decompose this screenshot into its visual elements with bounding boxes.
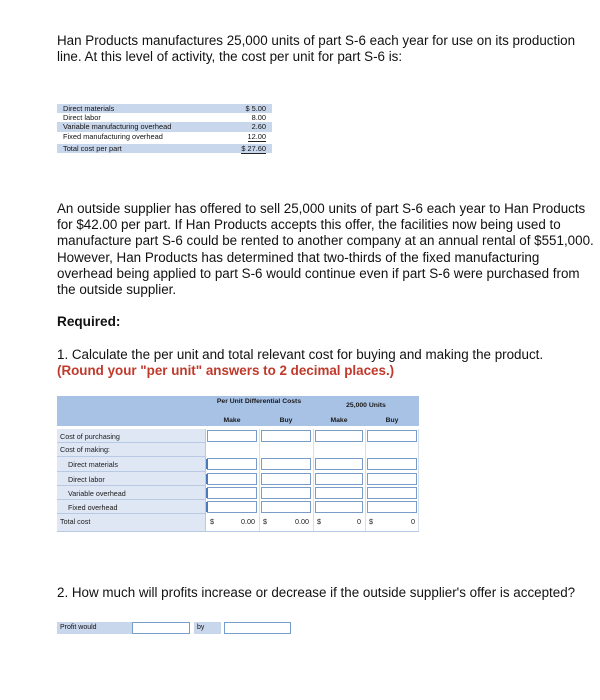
purchasing-buy-per-unit-input[interactable] — [261, 430, 311, 442]
cost-row-variable-overhead — [57, 122, 272, 131]
row-label-direct-materials: Direct materials — [68, 460, 118, 469]
cost-total-label: Total cost per part — [63, 143, 122, 153]
dm-buy-total-input[interactable] — [367, 458, 417, 470]
row-label-making: Cost of making: — [60, 445, 110, 454]
question-1-note: (Round your "per unit" answers to 2 decimal places.) — [57, 363, 395, 379]
profit-amount-input[interactable] — [224, 622, 291, 634]
input-marker — [206, 474, 208, 484]
row-label-variable-overhead: Variable overhead — [68, 489, 126, 498]
dl-buy-per-unit-input[interactable] — [261, 473, 311, 485]
total-buy-per-unit: 0.00 — [295, 517, 309, 526]
vo-make-total-input[interactable] — [315, 487, 363, 499]
cost-row-value: 12.00 — [247, 131, 266, 141]
total-currency: $ — [317, 517, 321, 526]
vo-buy-per-unit-input[interactable] — [261, 487, 311, 499]
row-label-purchasing: Cost of purchasing — [60, 432, 120, 441]
differential-cost-table — [57, 396, 419, 531]
cost-row-label: Direct materials — [63, 104, 115, 113]
cost-total-value: $ 27.60 — [241, 143, 266, 153]
row-label-direct-labor: Direct labor — [68, 475, 105, 484]
row-label-fixed-overhead: Fixed overhead — [68, 503, 118, 512]
question-1-text: 1. Calculate the per unit and total relevant cost for buying and making the product. — [57, 347, 544, 362]
cost-row-value: 8.00 — [251, 113, 266, 123]
profit-direction-select[interactable] — [132, 622, 190, 634]
fo-make-per-unit-input[interactable] — [207, 501, 257, 513]
dl-make-total-input[interactable] — [315, 473, 363, 485]
fo-buy-total-input[interactable] — [367, 501, 417, 513]
profit-would-label: Profit would — [57, 622, 132, 634]
total-currency: $ — [263, 517, 267, 526]
purchasing-make-per-unit-input[interactable] — [207, 430, 257, 442]
header-per-unit: Per Unit Differential Costs — [216, 398, 302, 405]
purchasing-make-total-input[interactable] — [315, 430, 363, 442]
header-units: 25,000 Units — [346, 402, 386, 409]
dm-make-per-unit-input[interactable] — [207, 458, 257, 470]
purchasing-buy-total-input[interactable] — [367, 430, 417, 442]
total-make: 0 — [357, 517, 361, 526]
vo-make-per-unit-input[interactable] — [207, 487, 257, 499]
by-label: by — [194, 622, 221, 634]
dl-buy-total-input[interactable] — [367, 473, 417, 485]
vo-buy-total-input[interactable] — [367, 487, 417, 499]
cost-row-fixed-overhead — [57, 132, 272, 141]
fo-buy-per-unit-input[interactable] — [261, 501, 311, 513]
cost-row-label: Direct labor — [63, 113, 101, 123]
total-buy: 0 — [411, 517, 415, 526]
cost-row-value: $ 5.00 — [245, 104, 266, 113]
header-make: Make — [223, 417, 241, 424]
cost-row-total — [57, 144, 272, 153]
row-label-total: Total cost — [60, 517, 91, 526]
total-make-per-unit: 0.00 — [241, 517, 255, 526]
total-currency: $ — [210, 517, 214, 526]
input-marker — [206, 502, 208, 512]
question-2: 2. How much will profits increase or decrease if the outside supplier's offer is accepted? — [57, 585, 576, 600]
total-currency: $ — [369, 517, 373, 526]
intro-paragraph: Han Products manufactures 25,000 units of part S-6 each year for use on its production line. At this level of activity, the cost per unit for part S-6 is: — [57, 33, 576, 65]
offer-paragraph: An outside supplier has offered to sell 25,000 units of part S-6 each year to Han Products for $42.00 per part. If Han Products accepts this offer, the facilities now being used to manufacture part S-6 could be rented to another company at an annual rental of $551,000. However, Han Products has determined that two-thirds of the fixed manufacturing overhead being applied to part S-6 would continue even if part S-6 were purchased from the outside supplier. — [57, 201, 594, 298]
input-marker — [206, 459, 208, 469]
dl-make-per-unit-input[interactable] — [207, 473, 257, 485]
cost-row-value: 2.60 — [251, 122, 266, 132]
required-heading: Required: — [57, 314, 121, 329]
cost-row-label: Fixed manufacturing overhead — [63, 131, 163, 141]
header-make-total: Make — [330, 417, 348, 424]
cost-row-label: Variable manufacturing overhead — [63, 122, 172, 132]
dm-make-total-input[interactable] — [315, 458, 363, 470]
question-1 — [57, 347, 597, 379]
cost-row-direct-labor — [57, 113, 272, 122]
cost-row-direct-materials — [57, 104, 272, 113]
header-buy-total: Buy — [385, 417, 399, 424]
input-marker — [206, 488, 208, 498]
header-buy: Buy — [279, 417, 293, 424]
fo-make-total-input[interactable] — [315, 501, 363, 513]
dm-buy-per-unit-input[interactable] — [261, 458, 311, 470]
unit-cost-table — [57, 104, 272, 153]
